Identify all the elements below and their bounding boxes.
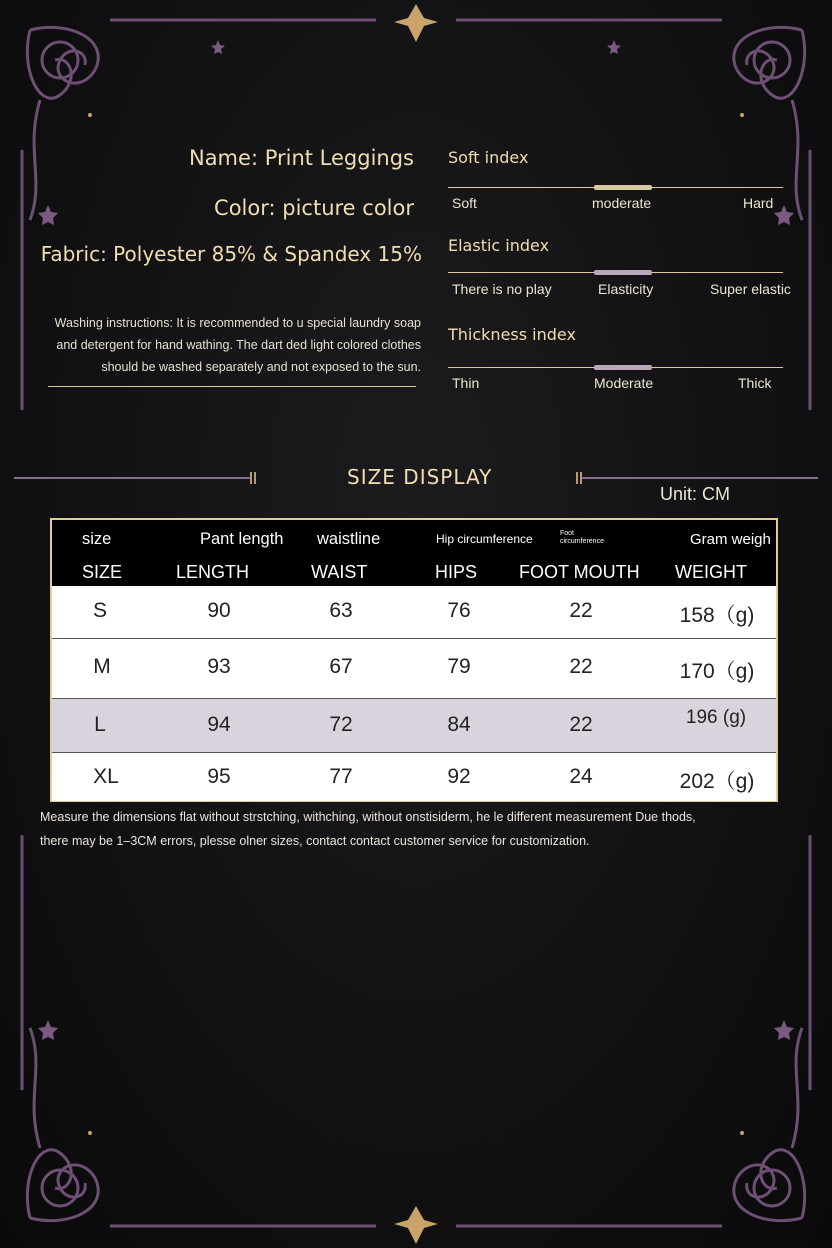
cell-hips: 79 — [447, 655, 471, 678]
cell-size: XL — [93, 765, 119, 788]
measurement-note-2: there may be 1–3CM errors, plesse olner sizes, contact contact customer service for customization. — [40, 834, 590, 848]
divider-tick — [576, 472, 578, 484]
cell-size: L — [94, 713, 106, 736]
cell-weight: 196 (g) — [685, 707, 747, 728]
soft-index-mid: moderate — [592, 195, 652, 211]
divider-tick — [254, 472, 256, 484]
cell-weight: 202（g) — [679, 770, 755, 793]
table-header — [52, 520, 776, 586]
cell-length: 95 — [207, 765, 231, 788]
cell-weight: 158（g) — [679, 604, 755, 627]
cell-foot: 22 — [569, 599, 593, 622]
elastic-index-low: There is no play — [452, 281, 552, 297]
thickness-index-mid: Moderate — [594, 375, 654, 391]
table-row — [52, 752, 776, 801]
size-table — [50, 518, 778, 802]
table-row — [52, 638, 776, 699]
cell-length: 93 — [207, 655, 231, 678]
header-weight: WEIGHT — [675, 562, 747, 582]
wash-underline — [48, 386, 416, 387]
thickness-index-low: Thin — [452, 375, 480, 391]
washing-instructions: Washing instructions: It is recommended to u special laundry soap and detergent for hand wathing. The dart ded light colored clothes should be washed separately and not exposed to the sun. — [54, 316, 421, 374]
product-fabric: Fabric: Polyester 85% & Spandex 15% — [40, 242, 422, 266]
elastic-index-mid: Elasticity — [598, 281, 654, 297]
header-length: LENGTH — [176, 562, 250, 582]
thickness-index-high: Thick — [738, 375, 772, 391]
divider-tick — [580, 472, 582, 484]
cell-size: S — [92, 599, 108, 622]
header-hips: HIPS — [435, 562, 478, 582]
soft-index-title: Soft index — [448, 148, 529, 167]
elastic-index-title: Elastic index — [448, 236, 550, 255]
cell-foot: 22 — [569, 655, 593, 678]
cell-foot: 24 — [569, 765, 593, 788]
cell-weight: 170（g) — [679, 660, 755, 683]
cell-length: 90 — [207, 599, 231, 622]
header-length-cn: Pant length — [200, 530, 284, 548]
cell-size: M — [93, 655, 111, 678]
measurement-note-1: Measure the dimensions flat without strstching, withching, without onstisiderm, he le different measurement Due thods, — [40, 810, 696, 824]
soft-index-marker — [594, 185, 652, 190]
cell-waist: 72 — [329, 713, 353, 736]
cell-length: 94 — [207, 713, 231, 736]
thickness-index-marker — [594, 365, 652, 370]
size-display-title: SIZE DISPLAY — [347, 465, 493, 489]
product-color: Color: picture color — [214, 196, 414, 220]
cell-hips: 92 — [447, 765, 471, 788]
header-weight-cn: Gram weigh — [690, 531, 771, 548]
cell-hips: 84 — [447, 713, 471, 736]
table-row — [52, 586, 776, 638]
soft-index-high: Hard — [743, 195, 774, 211]
thickness-index-title: Thickness index — [448, 325, 576, 344]
soft-index-low: Soft — [452, 195, 477, 211]
cell-waist: 63 — [329, 599, 353, 622]
cell-waist: 67 — [329, 655, 353, 678]
unit-label: Unit: CM — [660, 484, 731, 504]
header-size-cn: size — [82, 530, 112, 548]
divider-tick — [250, 472, 252, 484]
table-row — [52, 698, 776, 753]
elastic-index-marker — [594, 270, 652, 275]
product-name: Name: Print Leggings — [188, 146, 414, 170]
header-foot-mouth: FOOT MOUTH — [519, 562, 640, 582]
header-foot-cn: Foot circumference — [560, 530, 604, 545]
header-hips-cn: Hip circumference — [436, 532, 533, 546]
cell-hips: 76 — [447, 599, 471, 622]
cell-foot: 22 — [569, 713, 593, 736]
elastic-index-high: Super elastic — [710, 281, 791, 297]
header-size: SIZE — [82, 562, 123, 582]
header-waist-cn: waistline — [317, 530, 381, 548]
cell-waist: 77 — [329, 765, 353, 788]
header-waist: WAIST — [311, 562, 368, 582]
